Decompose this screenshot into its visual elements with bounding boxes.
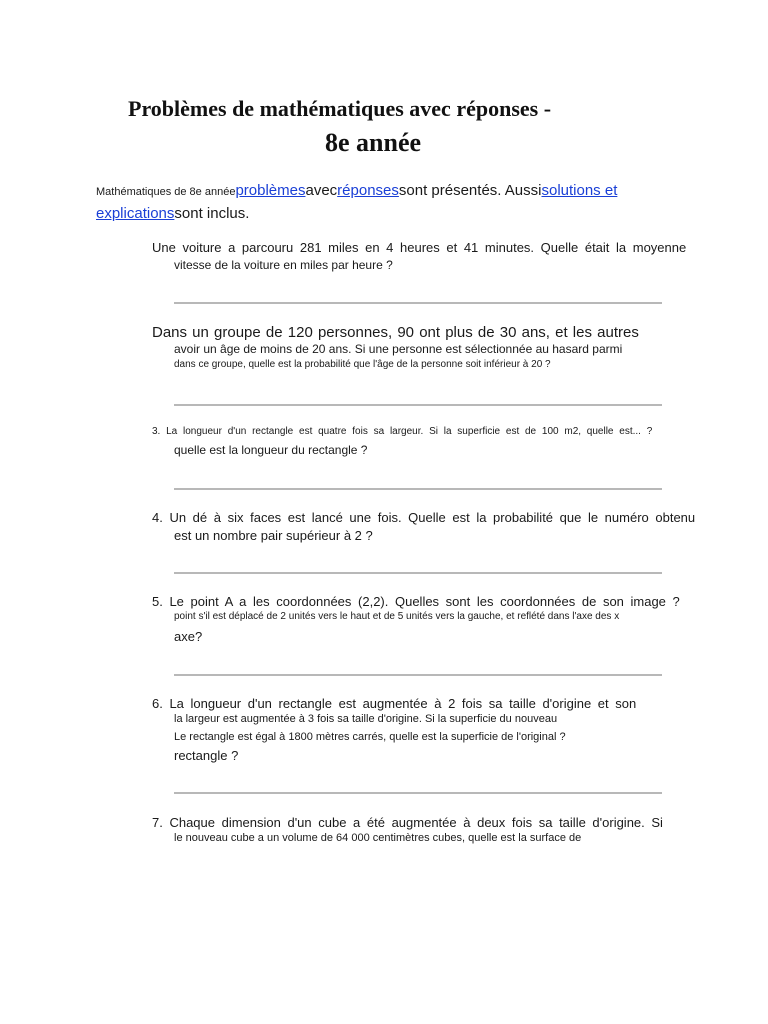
link-problemes[interactable]: problèmes: [235, 182, 306, 199]
link-explications[interactable]: explications: [96, 205, 175, 222]
answer-line-6: [174, 792, 662, 794]
question-1-line-2: vitesse de la voiture en miles par heure ?: [174, 258, 393, 272]
question-2-line-3: dans ce groupe, quelle est la probabilité que l'âge de la personne soit inférieur à 20 ?: [174, 359, 551, 370]
answer-line-3: [174, 488, 662, 490]
question-6-line-4: rectangle ?: [174, 748, 239, 763]
link-reponses[interactable]: réponses: [337, 182, 399, 199]
page-title: Problèmes de mathématiques avec réponses -: [128, 96, 552, 121]
question-7-line-1: 7. Chaque dimension d'un cube a été augmentée à deux fois sa taille d'origine. Si: [152, 815, 663, 830]
question-6-line-3: Le rectangle est égal à 1800 mètres carrés, quelle est la superficie de l'original ?: [174, 731, 566, 743]
question-3-line-2: quelle est la longueur du rectangle ?: [174, 443, 368, 457]
intro-text-1: avec: [305, 182, 338, 199]
answer-line-4: [174, 572, 662, 574]
question-5-line-2: point s'il est déplacé de 2 unités vers le haut et de 5 unités vers la gauche, et reflété dans l'axe des x: [174, 611, 620, 622]
answer-line-1: [174, 302, 662, 304]
intro-text-3: sont inclus.: [174, 205, 250, 222]
question-5-line-3: axe?: [174, 629, 203, 644]
question-2-line-2: avoir un âge de moins de 20 ans. Si une personne est sélectionnée au hasard parmi: [174, 342, 623, 356]
intro-prefix: Mathématiques de 8e année: [96, 186, 236, 198]
intro-text-2: sont présentés. Aussi: [398, 182, 542, 199]
question-4-line-1: 4. Un dé à six faces est lancé une fois. Quelle est la probabilité que le numéro obtenu: [152, 510, 696, 525]
question-3-line-1: 3. La longueur d'un rectangle est quatre fois sa largeur. Si la superficie est de 100 m2, quelle est... ?: [152, 426, 653, 437]
intro-paragraph: [96, 180, 736, 224]
question-6-line-2: la largeur est augmentée à 3 fois sa taille d'origine. Si la superficie du nouveau: [174, 713, 558, 725]
question-6-line-1: 6. La longueur d'un rectangle est augmentée à 2 fois sa taille d'origine et son: [152, 696, 637, 711]
question-1-line-1: Une voiture a parcouru 281 miles en 4 heures et 41 minutes. Quelle était la moyenne: [152, 240, 687, 255]
link-solutions[interactable]: solutions et: [541, 182, 618, 199]
question-2-line-1: Dans un groupe de 120 personnes, 90 ont plus de 30 ans, et les autres: [152, 324, 639, 341]
question-7-line-2: le nouveau cube a un volume de 64 000 centimètres cubes, quelle est la surface de: [174, 832, 582, 844]
page-subtitle: 8e année: [325, 128, 422, 157]
question-5-line-1: 5. Le point A a les coordonnées (2,2). Quelles sont les coordonnées de son image ?: [152, 594, 680, 609]
question-4-line-2: est un nombre pair supérieur à 2 ?: [174, 528, 373, 543]
answer-line-5: [174, 674, 662, 676]
answer-line-2: [174, 404, 662, 406]
